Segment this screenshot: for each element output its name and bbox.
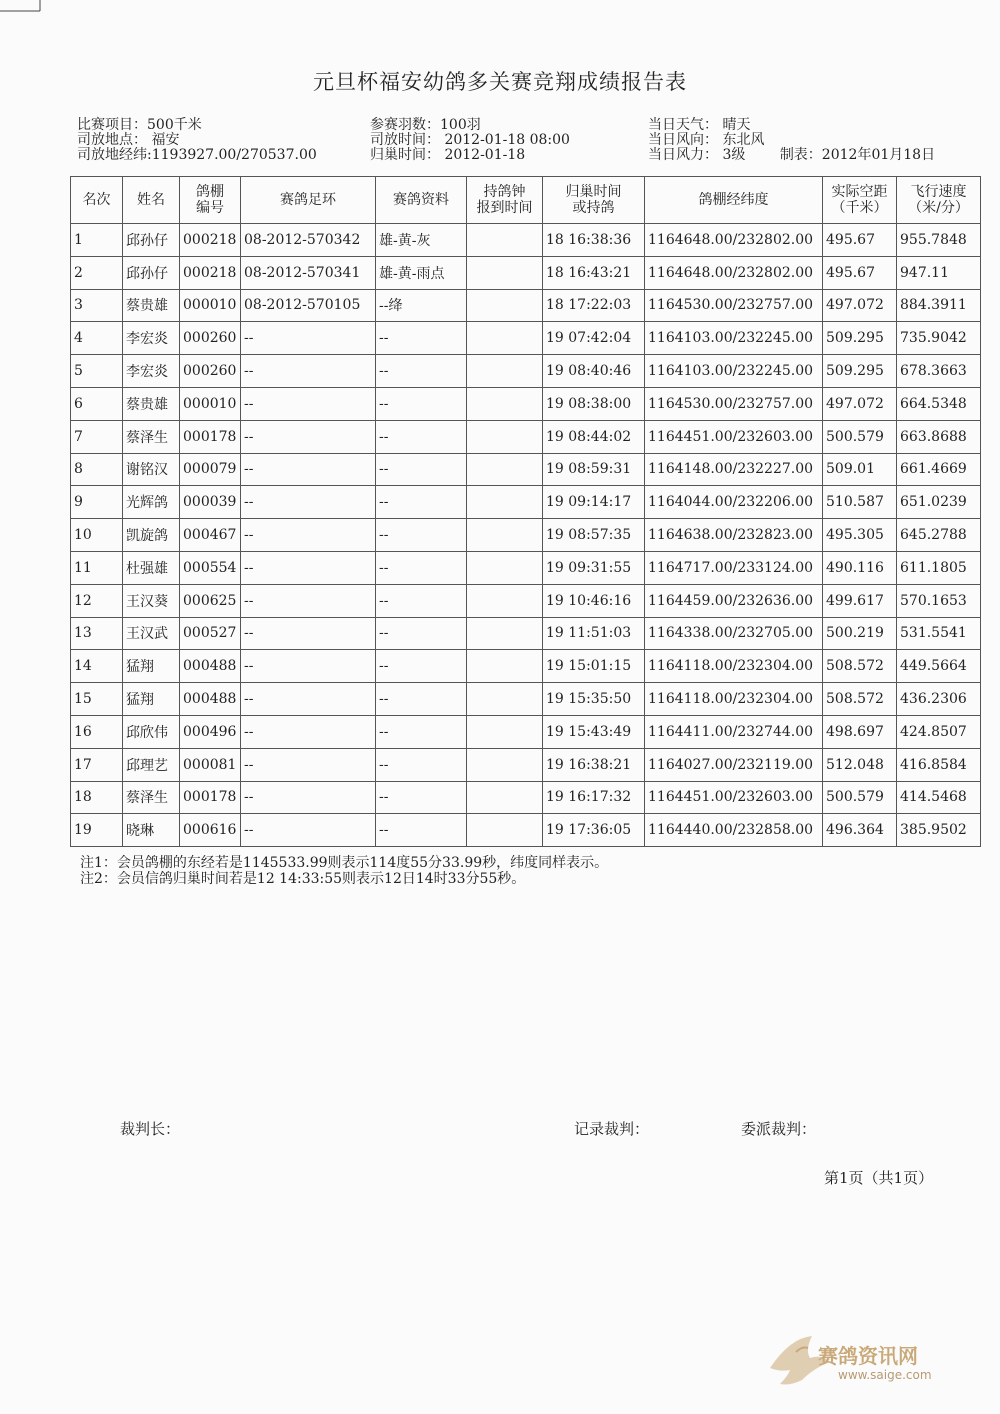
cell-clock-report-time xyxy=(467,322,543,355)
cell-clock-report-time xyxy=(467,453,543,486)
info-return-date: 归巢时间： 2012-01-18 xyxy=(370,147,526,163)
cell-loft-id: 000010 xyxy=(180,289,241,322)
cell-name: 光辉鸽 xyxy=(123,486,180,519)
header-line: 鸽棚 xyxy=(196,184,224,200)
cell-arrival-time: 19 07:42:04 xyxy=(543,322,645,355)
cell-distance: 508.572 xyxy=(823,683,897,716)
cell-name: 王汉武 xyxy=(123,617,180,650)
cell-bird-info: -- xyxy=(376,519,467,552)
cell-loft-id: 000081 xyxy=(180,748,241,781)
cell-ring-number: -- xyxy=(241,650,376,683)
cell-loft-coords: 1164530.00/232757.00 xyxy=(645,387,823,420)
header-line: 姓名 xyxy=(137,192,165,208)
cell-bird-info: -- xyxy=(376,551,467,584)
cell-name: 李宏炎 xyxy=(123,355,180,388)
header-rank xyxy=(71,177,123,224)
cell-ring-number: -- xyxy=(241,551,376,584)
cell-bird-info: -- xyxy=(376,453,467,486)
cell-distance: 495.67 xyxy=(823,256,897,289)
cell-speed: 385.9502 xyxy=(897,814,981,847)
cell-ring-number: 08-2012-570341 xyxy=(241,256,376,289)
table-header-row xyxy=(71,177,981,224)
cell-loft-id: 000218 xyxy=(180,224,241,257)
cell-bird-info: --绛 xyxy=(376,289,467,322)
header-speed xyxy=(897,177,981,224)
cell-rank: 11 xyxy=(71,551,123,584)
cell-arrival-time: 18 17:22:03 xyxy=(543,289,645,322)
cell-bird-info: -- xyxy=(376,584,467,617)
cell-loft-id: 000554 xyxy=(180,551,241,584)
cell-speed: 664.5348 xyxy=(897,387,981,420)
cell-arrival-time: 19 08:57:35 xyxy=(543,519,645,552)
header-bird-info xyxy=(376,177,467,224)
cell-distance: 499.617 xyxy=(823,584,897,617)
table-row xyxy=(71,322,981,355)
cell-distance: 498.697 xyxy=(823,715,897,748)
cell-bird-info: -- xyxy=(376,355,467,388)
signature-recording-referee: 记录裁判： xyxy=(574,1120,650,1138)
cell-distance: 508.572 xyxy=(823,650,897,683)
cell-loft-id: 000178 xyxy=(180,781,241,814)
cell-loft-id: 000218 xyxy=(180,256,241,289)
info-column-times xyxy=(370,118,570,163)
cell-rank: 5 xyxy=(71,355,123,388)
cell-clock-report-time xyxy=(467,748,543,781)
cell-name: 猛翔 xyxy=(123,683,180,716)
cell-name: 蔡贵雄 xyxy=(123,289,180,322)
cell-name: 邱孙仔 xyxy=(123,224,180,257)
cell-rank: 1 xyxy=(71,224,123,257)
cell-ring-number: -- xyxy=(241,715,376,748)
cell-ring-number: 08-2012-570342 xyxy=(241,224,376,257)
cell-clock-report-time xyxy=(467,551,543,584)
cell-clock-report-time xyxy=(467,519,543,552)
cell-loft-id: 000616 xyxy=(180,814,241,847)
cell-arrival-time: 19 16:17:32 xyxy=(543,781,645,814)
header-line: （米/分） xyxy=(908,200,969,216)
info-event-item: 比赛项目：500千米 xyxy=(77,117,202,133)
cell-distance: 509.295 xyxy=(823,355,897,388)
cell-ring-number: -- xyxy=(241,748,376,781)
cell-rank: 16 xyxy=(71,715,123,748)
cell-clock-report-time xyxy=(467,355,543,388)
cell-bird-info: 雄-黄-灰 xyxy=(376,224,467,257)
cell-loft-id: 000467 xyxy=(180,519,241,552)
cell-ring-number: -- xyxy=(241,322,376,355)
cell-ring-number: -- xyxy=(241,486,376,519)
cell-rank: 2 xyxy=(71,256,123,289)
cell-speed: 661.4669 xyxy=(897,453,981,486)
cell-loft-coords: 1164459.00/232636.00 xyxy=(645,584,823,617)
info-made-date: 制表：2012年01月18日 xyxy=(779,147,936,163)
cell-distance: 512.048 xyxy=(823,748,897,781)
header-name xyxy=(123,177,180,224)
cell-arrival-time: 19 09:14:17 xyxy=(543,486,645,519)
cell-name: 猛翔 xyxy=(123,650,180,683)
cell-clock-report-time xyxy=(467,584,543,617)
cell-loft-coords: 1164530.00/232757.00 xyxy=(645,289,823,322)
table-row xyxy=(71,355,981,388)
cell-clock-report-time xyxy=(467,256,543,289)
cell-clock-report-time xyxy=(467,387,543,420)
info-column-weather xyxy=(648,118,935,163)
table-row xyxy=(71,420,981,453)
cell-loft-id: 000260 xyxy=(180,322,241,355)
table-row xyxy=(71,748,981,781)
note-return-time: 注2：会员信鸽归巢时间若是12 14:33:55则表示12日14时33分55秒。 xyxy=(80,871,526,887)
info-release-coords: 司放地经纬:1193927.00/270537.00 xyxy=(77,147,317,163)
note-longitude: 注1：会员鸽棚的东经若是1145533.99则表示114度55分33.99秒，纬度同样表示。 xyxy=(80,855,609,871)
cell-ring-number: -- xyxy=(241,355,376,388)
cell-loft-coords: 1164638.00/232823.00 xyxy=(645,519,823,552)
cell-loft-id: 000488 xyxy=(180,683,241,716)
cell-loft-coords: 1164411.00/232744.00 xyxy=(645,715,823,748)
cell-arrival-time: 19 11:51:03 xyxy=(543,617,645,650)
cell-arrival-time: 19 08:38:00 xyxy=(543,387,645,420)
cell-rank: 13 xyxy=(71,617,123,650)
cell-arrival-time: 18 16:38:36 xyxy=(543,224,645,257)
header-arrival-time xyxy=(543,177,645,224)
cell-arrival-time: 19 10:46:16 xyxy=(543,584,645,617)
cell-arrival-time: 19 16:38:21 xyxy=(543,748,645,781)
table-row xyxy=(71,683,981,716)
cell-loft-coords: 1164044.00/232206.00 xyxy=(645,486,823,519)
header-line: 报到时间 xyxy=(476,200,533,216)
info-entry-count: 参赛羽数：100羽 xyxy=(370,117,481,133)
table-row xyxy=(71,486,981,519)
cell-loft-id: 000079 xyxy=(180,453,241,486)
header-clock-report-time xyxy=(467,177,543,224)
cell-rank: 3 xyxy=(71,289,123,322)
cell-bird-info: -- xyxy=(376,814,467,847)
cell-name: 邱孙仔 xyxy=(123,256,180,289)
cell-loft-coords: 1164451.00/232603.00 xyxy=(645,420,823,453)
header-line: 飞行速度 xyxy=(910,184,967,200)
cell-distance: 509.01 xyxy=(823,453,897,486)
cell-name: 谢铭汉 xyxy=(123,453,180,486)
cell-rank: 19 xyxy=(71,814,123,847)
cell-distance: 510.587 xyxy=(823,486,897,519)
cell-arrival-time: 19 15:01:15 xyxy=(543,650,645,683)
cell-name: 蔡泽生 xyxy=(123,781,180,814)
cell-distance: 497.072 xyxy=(823,289,897,322)
cell-name: 王汉葵 xyxy=(123,584,180,617)
cell-name: 蔡贵雄 xyxy=(123,387,180,420)
cell-ring-number: -- xyxy=(241,617,376,650)
cell-speed: 436.2306 xyxy=(897,683,981,716)
cell-bird-info: -- xyxy=(376,748,467,781)
page-number: 第1页（共1页） xyxy=(824,1169,934,1187)
cell-rank: 17 xyxy=(71,748,123,781)
cell-name: 李宏炎 xyxy=(123,322,180,355)
cell-speed: 663.8688 xyxy=(897,420,981,453)
cell-arrival-time: 19 09:31:55 xyxy=(543,551,645,584)
cell-clock-report-time xyxy=(467,617,543,650)
cell-loft-id: 000010 xyxy=(180,387,241,420)
cell-ring-number: 08-2012-570105 xyxy=(241,289,376,322)
cell-distance: 497.072 xyxy=(823,387,897,420)
cell-speed: 955.7848 xyxy=(897,224,981,257)
cell-clock-report-time xyxy=(467,781,543,814)
cell-bird-info: -- xyxy=(376,650,467,683)
signature-chief-referee: 裁判长： xyxy=(120,1120,181,1138)
cell-bird-info: -- xyxy=(376,715,467,748)
info-release-site: 司放地点： 福安 xyxy=(77,132,180,148)
cell-loft-id: 000039 xyxy=(180,486,241,519)
table-row xyxy=(71,551,981,584)
cell-loft-id: 000527 xyxy=(180,617,241,650)
cell-loft-coords: 1164103.00/232245.00 xyxy=(645,355,823,388)
cell-bird-info: -- xyxy=(376,322,467,355)
cell-loft-id: 000178 xyxy=(180,420,241,453)
table-row xyxy=(71,224,981,257)
cell-distance: 500.579 xyxy=(823,420,897,453)
table-row xyxy=(71,519,981,552)
table-row xyxy=(71,387,981,420)
header-line: （千米） xyxy=(831,200,888,216)
cell-rank: 6 xyxy=(71,387,123,420)
cell-name: 凯旋鸽 xyxy=(123,519,180,552)
cell-arrival-time: 18 16:43:21 xyxy=(543,256,645,289)
cell-speed: 570.1653 xyxy=(897,584,981,617)
table-row xyxy=(71,814,981,847)
watermark-url: www.saige.com xyxy=(838,1368,932,1382)
signature-delegated-referee: 委派裁判： xyxy=(741,1120,817,1138)
header-ring-number xyxy=(241,177,376,224)
cell-loft-id: 000260 xyxy=(180,355,241,388)
info-wind-force-value: 当日风力： 3级 xyxy=(648,147,746,163)
cell-rank: 12 xyxy=(71,584,123,617)
cell-arrival-time: 19 08:59:31 xyxy=(543,453,645,486)
cell-rank: 7 xyxy=(71,420,123,453)
cell-speed: 947.11 xyxy=(897,256,981,289)
cell-speed: 424.8507 xyxy=(897,715,981,748)
table-row xyxy=(71,617,981,650)
cell-ring-number: -- xyxy=(241,519,376,552)
info-wind-direction: 当日风向： 东北风 xyxy=(648,132,765,148)
cell-loft-coords: 1164027.00/232119.00 xyxy=(645,748,823,781)
info-weather: 当日天气： 晴天 xyxy=(648,117,751,133)
cell-distance: 495.67 xyxy=(823,224,897,257)
cell-ring-number: -- xyxy=(241,781,376,814)
table-row xyxy=(71,289,981,322)
info-wind-force xyxy=(648,148,935,163)
cell-speed: 414.5468 xyxy=(897,781,981,814)
table-body xyxy=(71,224,981,847)
cell-bird-info: -- xyxy=(376,486,467,519)
cell-arrival-time: 19 17:36:05 xyxy=(543,814,645,847)
table-row xyxy=(71,715,981,748)
header-line: 归巢时间 xyxy=(565,184,622,200)
cell-speed: 531.5541 xyxy=(897,617,981,650)
cell-clock-report-time xyxy=(467,224,543,257)
table-row xyxy=(71,256,981,289)
cell-speed: 645.2788 xyxy=(897,519,981,552)
cell-name: 杜强雄 xyxy=(123,551,180,584)
header-line: 编号 xyxy=(196,200,224,216)
cell-loft-coords: 1164648.00/232802.00 xyxy=(645,256,823,289)
cell-distance: 500.219 xyxy=(823,617,897,650)
header-loft-coords xyxy=(645,177,823,224)
cell-clock-report-time xyxy=(467,683,543,716)
cell-rank: 8 xyxy=(71,453,123,486)
cell-ring-number: -- xyxy=(241,420,376,453)
cell-clock-report-time xyxy=(467,650,543,683)
cell-loft-coords: 1164440.00/232858.00 xyxy=(645,814,823,847)
report-title: 元旦杯福安幼鸽多关赛竞翔成绩报告表 xyxy=(313,70,687,94)
cell-bird-info: -- xyxy=(376,387,467,420)
header-line: 或持鸽 xyxy=(572,200,615,216)
cell-ring-number: -- xyxy=(241,387,376,420)
cell-clock-report-time xyxy=(467,814,543,847)
cell-loft-coords: 1164338.00/232705.00 xyxy=(645,617,823,650)
cell-name: 邱理艺 xyxy=(123,748,180,781)
cell-name: 邱欣伟 xyxy=(123,715,180,748)
cell-distance: 490.116 xyxy=(823,551,897,584)
cell-speed: 611.1805 xyxy=(897,551,981,584)
cell-loft-coords: 1164648.00/232802.00 xyxy=(645,224,823,257)
table-row xyxy=(71,584,981,617)
cell-speed: 449.5664 xyxy=(897,650,981,683)
cell-rank: 9 xyxy=(71,486,123,519)
cell-loft-id: 000496 xyxy=(180,715,241,748)
cell-speed: 735.9042 xyxy=(897,322,981,355)
cell-distance: 495.305 xyxy=(823,519,897,552)
header-line: 鸽棚经纬度 xyxy=(698,192,769,208)
cell-rank: 14 xyxy=(71,650,123,683)
cell-bird-info: 雄-黄-雨点 xyxy=(376,256,467,289)
header-line: 持鸽钟 xyxy=(483,184,526,200)
header-line: 名次 xyxy=(82,192,111,208)
cell-bird-info: -- xyxy=(376,683,467,716)
info-column-event xyxy=(77,118,317,163)
cell-loft-id: 000625 xyxy=(180,584,241,617)
cell-clock-report-time xyxy=(467,486,543,519)
header-line: 实际空距 xyxy=(831,184,888,200)
cell-rank: 10 xyxy=(71,519,123,552)
cell-loft-coords: 1164118.00/232304.00 xyxy=(645,650,823,683)
cell-speed: 884.3911 xyxy=(897,289,981,322)
watermark-text: 赛鸽资讯网 xyxy=(818,1344,918,1368)
cell-speed: 416.8584 xyxy=(897,748,981,781)
header-distance xyxy=(823,177,897,224)
table-row xyxy=(71,781,981,814)
header-loft-id xyxy=(180,177,241,224)
cell-loft-coords: 1164103.00/232245.00 xyxy=(645,322,823,355)
cell-loft-coords: 1164148.00/232227.00 xyxy=(645,453,823,486)
cell-arrival-time: 19 08:40:46 xyxy=(543,355,645,388)
cell-arrival-time: 19 15:35:50 xyxy=(543,683,645,716)
cell-arrival-time: 19 08:44:02 xyxy=(543,420,645,453)
cell-ring-number: -- xyxy=(241,814,376,847)
cell-bird-info: -- xyxy=(376,617,467,650)
cell-loft-coords: 1164717.00/233124.00 xyxy=(645,551,823,584)
cell-arrival-time: 19 15:43:49 xyxy=(543,715,645,748)
scan-corner-mark xyxy=(0,0,44,12)
cell-loft-id: 000488 xyxy=(180,650,241,683)
cell-speed: 678.3663 xyxy=(897,355,981,388)
cell-name: 晓琳 xyxy=(123,814,180,847)
cell-loft-coords: 1164118.00/232304.00 xyxy=(645,683,823,716)
cell-distance: 500.579 xyxy=(823,781,897,814)
cell-name: 蔡泽生 xyxy=(123,420,180,453)
cell-clock-report-time xyxy=(467,420,543,453)
cell-bird-info: -- xyxy=(376,781,467,814)
cell-distance: 496.364 xyxy=(823,814,897,847)
cell-distance: 509.295 xyxy=(823,322,897,355)
header-line: 赛鸽资料 xyxy=(393,192,449,208)
cell-loft-coords: 1164451.00/232603.00 xyxy=(645,781,823,814)
table-row xyxy=(71,453,981,486)
cell-bird-info: -- xyxy=(376,420,467,453)
cell-ring-number: -- xyxy=(241,584,376,617)
cell-clock-report-time xyxy=(467,715,543,748)
results-table xyxy=(70,176,981,847)
cell-ring-number: -- xyxy=(241,683,376,716)
header-line: 赛鸽足环 xyxy=(280,192,336,208)
cell-ring-number: -- xyxy=(241,453,376,486)
notes xyxy=(80,855,608,887)
cell-rank: 4 xyxy=(71,322,123,355)
info-release-time: 司放时间： 2012-01-18 08:00 xyxy=(370,132,570,148)
cell-rank: 18 xyxy=(71,781,123,814)
cell-clock-report-time xyxy=(467,289,543,322)
cell-speed: 651.0239 xyxy=(897,486,981,519)
cell-rank: 15 xyxy=(71,683,123,716)
table-row xyxy=(71,650,981,683)
